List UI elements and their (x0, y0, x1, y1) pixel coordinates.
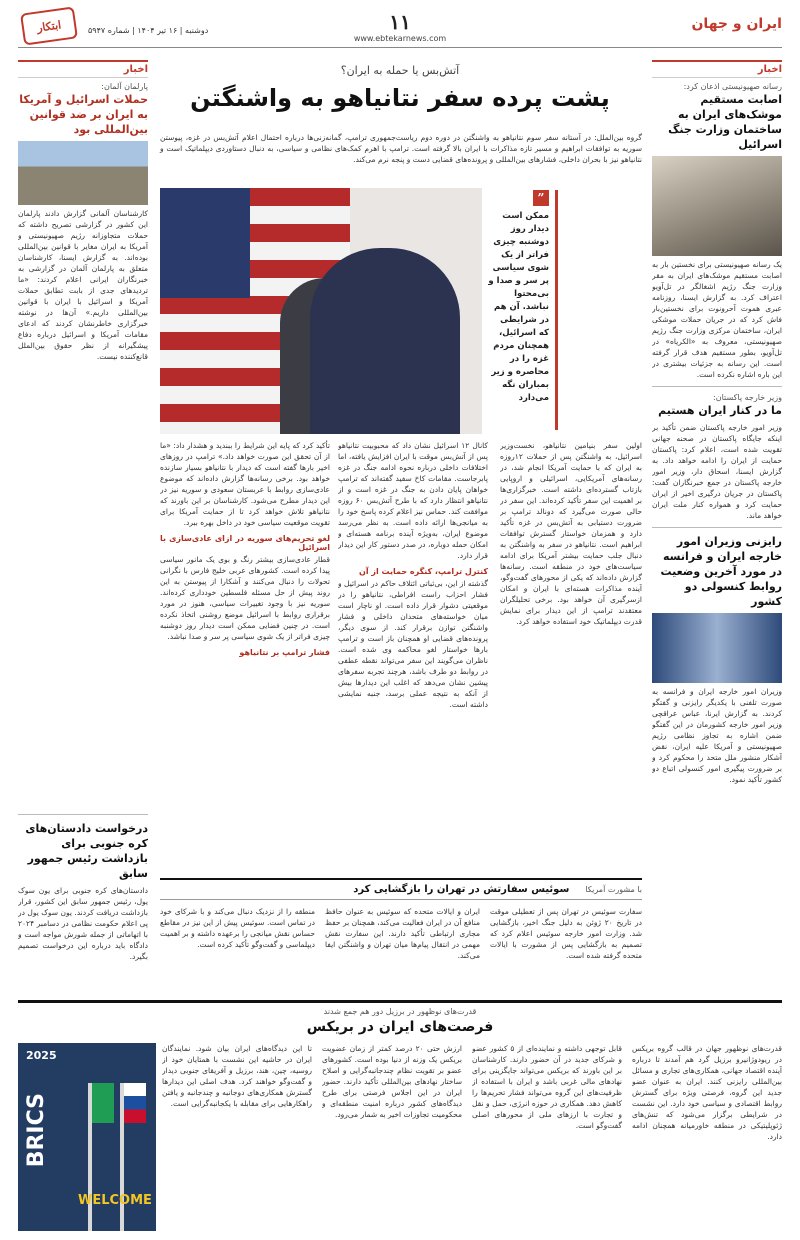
page-number: ۱۱ (389, 10, 411, 34)
trump-netanyahu-photo (160, 188, 482, 434)
brics-kicker: قدرت‌های نوظهور در برزیل دور هم جمع شدند (323, 1007, 477, 1016)
news-tag: اخبار (652, 60, 782, 78)
flag-canton (160, 188, 250, 298)
article-column (160, 440, 330, 870)
section-title: ایران و جهان (691, 16, 782, 32)
pull-quote-text: ممکن است دیدار روز دوشنبه چیزی فراتر از یک شوی سیاسی پر سر و صدا و بی‌محتوا نباشد. آن هم در شرایطی که اسرائیل، همچنان مردم غزه را در محاصره و زیر بمباران نگه می‌دارد (488, 211, 549, 403)
article-text: قطار عادی‌سازی بیشتر رنگ و بوی یک مانور سیاسی پیدا کرده است. کشورهای عربی خلیج فارس با نگرانی تحولات را دنبال می‌کنند و آشکارا از پیوستن به این روند پیش از حل مسئله فلسطین خودداری کرده‌اند. سوریه نیز با وجود تغییرات سیاسی، هنوز در مورد برقراری روابط با اسرائیل موضع روشنی اتخاذ نکرده است. در چنین فضایی ممکن است دیدار روز دوشنبه چیزی فراتر از یک شوی سیاسی پر سر و صدا نباشد. (160, 555, 330, 641)
article-text: کانال ۱۲ اسرائیل نشان داد که محبوبیت نتانیاهو پس از آتش‌بس موقت با ایران افزایش یافته، اما اختلافات داخلی درباره نحوه ادامه جنگ در غزه پابرجاست. مقامات کاخ سفید گفته‌اند که ترامپ خواهان پایان دادن به جنگ در غزه است و از نتانیاهو انتظار دارد که با طرح آتش‌بس ۶۰ روزه موافقت کند. حماس نیز اعلام کرده پاسخ خود را به میانجی‌ها ارائه داده است. به نظر می‌رسد موضوع ایران، به‌ویژه آینده برنامه هسته‌ای و امکان حمله دوباره، در صدر دستور کار این دیدار قرار دارد. (338, 441, 488, 560)
news-body: کارشناسان آلمانی گزارش دادند پارلمان این کشور در گزارشی تصریح داشته که حملات متجاوزانه رژیم صهیونیستی و آمریکا به ایران مغایر با قوانین بین‌المللی بوده‌اند. به گزارش ایسنا، کارشناسان متعلق به پارلمان آلمان در گزارشی به خبرنگاران ایرانی اعلام کردند: «ما تردیدهای جدی از بابت تطابق حملات آمریکا و اسرائیل با ایران با قوانین بین‌المللی داریم.» آن‌ها در نوشته خبرگزاری خاطرنشان کردند که ادعای مقامات آمریکا و اسرائیل درباره دفاع پیشگیرانه از نظر حقوق بین‌الملل قانع‌کننده نیست. (18, 209, 148, 361)
left-news-column (18, 60, 148, 990)
box-column: منطقه را از نزدیک دنبال می‌کند و با شرکای خود در تماس است. سوئیس پیش از این نیز در مقاطع حساس نقش میانجی را برعهده داشته و بر اهمیت دیپلماسی و گفت‌وگو تأکید کرده است. (160, 907, 315, 949)
news-body: وزیران امور خارجه ایران و فرانسه به صورت تلفنی با یکدیگر رایزنی و گفتگو کردند. به گزارش ایرنا، عباس عراقچی وزیر امور خارجه کشورمان در این گفتگو ضمن اشاره به تجاوز نظامی رژیم صهیونیستی و آمریکا علیه ایران، نقض آشکار منشور ملل متحد را محکوم کرد و بر ضرورت پیگیری امور کنسولی اتباع دو کشور تأکید نمود. (652, 687, 782, 784)
reichstag-photo (18, 141, 148, 205)
news-body: دادستان‌های کره جنوبی برای یون سوک یول، رئیس جمهور سابق این کشور، قرار بازداشت دریافت کردند. یون سوک یول در پی اعلام حکومت نظامی در دسامبر ۲۰۲۴ با اتهاماتی از جمله شورش مواجه است و دادگاه باید درباره این درخواست تصمیم بگیرد. (18, 886, 148, 961)
news-headline[interactable]: اصابت مستقیم موشک‌های ایران به ساختمان وزارت جنگ اسرائیل (668, 93, 782, 151)
divider (18, 814, 148, 815)
brics-headline[interactable]: فرصت‌های ایران در بریکس (306, 1019, 494, 1035)
issue-line: دوشنبه | ۱۶ تیر ۱۴۰۴ | شماره ۵۹۴۷ (88, 26, 209, 35)
article-column: اولین سفر بنیامین نتانیاهو، نخست‌وزیر اسرائیل، به واشنگتن پس از حملات ۱۲روزه به ایران که با حمایت آمریکا انجام شد، در رسانه‌های آمریکایی، اسرائیلی و اروپایی بازتاب گسترده‌ای داشته است. خبرگزاری‌ها بر اهمیت این سفر تأکید کرده‌اند. این سفر در حالی صورت می‌گیرد که دونالد ترامپ بر ضرورت دستیابی به آتش‌بس در غزه تأکید دارد و همزمان خواستار گسترش توافقات ابراهیم است. نتانیاهو در سفر به واشنگتن به دنبال جلب حمایت بیشتر آمریکا برای ادامه سیاست‌های خود در منطقه است. رسانه‌ها گزارش داده‌اند که یکی از محورهای گفت‌وگو، آینده مذاکرات هسته‌ای با ایران و امکان ازسرگیری آن خواهد بود. برخی تحلیلگران معتقدند ترامپ از این دیدار برای نمایش قدرت دیپلماتیک خود استفاده خواهد کرد. (500, 441, 642, 626)
pull-quote (488, 190, 558, 430)
news-kicker: وزیر خارجه پاکستان: (713, 393, 782, 402)
article-text: تأکید کرد که پایه این شرایط را ببندید و هشدار داد: «ما از آن تحقق این صورت خواهد داد.» ترامپ در روزهای اخیر بارها گفته است که دیدار با نتانیاهو بسیار سازنده خواهد بود. برخی رسانه‌ها گزارش داده‌اند که موضوع عادی‌سازی روابط با عربستان سعودی و سوریه نیز در این دیدار مطرح می‌شود. کارشناسان بر این باورند که نتانیاهو تلاش خواهد کرد تا از حمایت آمریکا برای تقویت موقعیت سیاسی خود در داخل بهره ببرد. (160, 441, 330, 527)
box-column: ایران و ایالات متحده که سوئیس به عنوان حافظ منافع آن در ایران فعالیت می‌کند، همچنان بر حفظ مجاری ارتباطی تأکید دارند. این سفارت نقش مهمی در انتقال پیام‌ها میان تهران و واشنگتن ایفا می‌کند. (325, 907, 480, 960)
news-kicker: پارلمان آلمان: (101, 82, 148, 91)
news-headline[interactable]: رایزنی وزیران امور خارجه ایران و فرانسه در مورد آخرین وضعیت روابط کنسولی دو کشور (660, 535, 782, 608)
divider (652, 527, 782, 528)
news-headline[interactable]: حملات اسرائیل و آمریکا به ایران بر ضد قوانین بین‌المللی بود (19, 93, 148, 136)
box-headline[interactable]: سوئیس سفارتش در تهران را بازگشایی کرد (353, 884, 570, 895)
trump-figure (310, 248, 460, 434)
main-kicker: آتش‌بس یا حمله به ایران؟ (340, 64, 460, 77)
photo-year: 2025 (26, 1049, 57, 1062)
news-tag: اخبار (18, 60, 148, 78)
article-subhead: لغو تحریم‌های سوریه در ازای عادی‌سازی با اسرائیل (160, 534, 330, 552)
quote-icon: ” (533, 190, 549, 206)
main-lead: گروه بین‌الملل: در آستانه سفر سوم نتانیاهو به واشنگتن در دوره دوم ریاست‌جمهوری ترامپ، گمانه‌زنی‌ها درباره احتمال اعلام آتش‌بس در غزه، پیوستن سوریه به توافقات ابراهیم و مسیر تازه مذاکرات با ایران بالا گرفته است. ترامپ با اهرم کمک‌های نظامی و سیاسی، به دنبال دستاوردی دیپلماتیک است و نتانیاهو نیز با بحران داخلی، فشارهای بین‌المللی و پرونده‌های قضایی دست و پنجه نرم می‌کند. (160, 133, 642, 164)
article-text: گذشته از این، بی‌ثباتی ائتلاف حاکم در اسرائیل و فشار احزاب راست افراطی، نتانیاهو را در موقعیتی دشوار قرار داده است. او ناچار است میان خواسته‌های متحدان داخلی و فشار واشنگتن توازن برقرار کند. از سوی دیگر، پرونده‌های قضایی او همچنان باز است و ترامپ بارها خواستار لغو محاکمه وی شده است. ناظران می‌گویند این سفر می‌تواند نقطه عطفی در روابط دو طرف باشد، هرچند تجربه سفرهای پیشین نشان می‌دهد که اغلب این دیدارها بیش از آنکه به نتیجه عملی برسد، جنبه نمایشی داشته است. (338, 579, 488, 709)
news-body: وزیر امور خارجه پاکستان ضمن تأکید بر اینکه جایگاه پاکستان در صحنه جهانی تقویت شده است، اعلام کرد: پاکستان حمایت از ایران را ادامه خواهد داد. به گزارش ایسنا، اسحاق دار، وزیر امور خارجه پاکستان در جمع خبرنگاران گفت: پاکستان در جریان درگیری اخیر از ایران حمایت کرد و همواره کنار ملت ایران خواهد ماند. (652, 423, 782, 520)
article-column (338, 440, 488, 870)
brics-column: قابل توجهی داشته و نماینده‌ای از ۵ کشور عضو و شرکای جدید در آن حضور دارند. کارشناسان بر این باورند که بریکس می‌تواند جایگزینی برای نهادهای مالی غربی باشد و ایران با استفاده از ظرفیت‌های این گروه می‌تواند فشار تحریم‌ها را کاهش دهد. همکاری در حوزه انرژی، حمل و نقل و تجارت با ارزهای ملی از محورهای اصلی گفت‌وگو است. (472, 1044, 622, 1130)
masthead (18, 10, 782, 48)
swiss-box-header (160, 878, 642, 900)
article-subhead: فشار ترامپ بر نتانیاهو (239, 648, 330, 657)
brics-column: تا این دیدگاه‌های ایران بیان شود. نمایندگان ایران در حاشیه این نشست با همتایان خود از روسیه، چین، هند، برزیل و آفریقای جنوبی دیدار و گفت‌وگو خواهند کرد. هدف اصلی این دیدارها گسترش همکاری‌های دوجانبه و چندجانبه و یافتن راهکارهایی برای مقابله با یکجانبه‌گرایی است. (162, 1044, 312, 1108)
flag (124, 1083, 146, 1123)
brics-column: قدرت‌های نوظهور جهان در قالب گروه بریکس در ریودوژانیرو برزیل گرد هم آمدند تا درباره آینده اقتصاد جهانی، همکاری‌های تجاری و مسائل بین‌المللی رایزنی کنند. ایران به عنوان عضو جدید این گروه، فرصتی ویژه برای گسترش روابط اقتصادی و سیاسی خود دارد. این نشست در شرایطی برگزار می‌شود که تنش‌های ژئوپلیتیکی در منطقه خاورمیانه همچنان ادامه دارد. (632, 1044, 782, 1141)
divider (652, 386, 782, 387)
news-kicker: رسانه صهیونیستی اذعان کرد: (683, 82, 782, 91)
ministers-photo (652, 613, 782, 683)
news-headline[interactable]: درخواست دادستان‌های کره جنوبی برای بازداشت رئیس جمهور سابق (25, 822, 148, 880)
brics-summit-photo (18, 1043, 156, 1231)
news-headline[interactable]: ما در کنار ایران هستیم (658, 404, 782, 417)
news-body: یک رسانه صهیونیستی برای نخستین بار به اصابت مستقیم موشک‌های ایران به مقر وزارت جنگ رژیم اشغالگر در تل‌آویو اعتراف کرد. به گزارش ایسنا، روزنامه عبری هموت آحرونوت برای نخستین‌بار فاش کرد که در جریان حملات موشکی ایران، ساختمان مرکزی وزارت جنگ رژیم صهیونیستی، معروف به «الکریاه» در تل‌آویو، بطور مستقیم هدف قرار گرفته است. این رسانه به جزئیات بیشتری در این باره اشاره نکرده است. (652, 260, 782, 379)
article-subhead: کنترل ترامپ، کنگره حمایت از آن (358, 567, 488, 576)
brics-story (18, 1000, 782, 1230)
site-url[interactable]: www.ebtekarnews.com (353, 34, 447, 43)
right-news-column (652, 60, 782, 990)
newspaper-logo: ابتکار (20, 6, 78, 45)
main-headline[interactable]: پشت پرده سفر نتانیاهو به واشنگتن (190, 84, 610, 112)
photo-welcome: WELCOME (78, 1193, 152, 1208)
flag (92, 1083, 114, 1123)
brics-column: ارزش حتی ۲۰ درصد کمتر از زمان عضویت بریکس یک وزنه از دنیا بوده است. کشورهای عضو بر تقویت نظام چندجانبه‌گرایی و اصلاح ساختار نهادهای بین‌المللی تأکید دارند. حضور ایران در این اجلاس فرصتی برای طرح دیدگاه‌های کشور درباره امنیت منطقه‌ای و محکومیت تجاوزات اخیر به شمار می‌رود. (322, 1044, 462, 1119)
box-column: سفارت سوئیس در تهران پس از تعطیلی موقت در تاریخ ۲۰ ژوئن به دلیل جنگ اخیر، بازگشایی شد. وزارت امور خارجه سوئیس اعلام کرد که تصمیم به بازگشایی پس از مشورت با ایالات متحده گرفته شده است. (490, 907, 642, 960)
box-kicker: با مشورت آمریکا (585, 885, 642, 894)
destroyed-building-photo (652, 156, 782, 256)
photo-brand: BRICS (24, 1093, 49, 1168)
article-column (566, 188, 642, 434)
